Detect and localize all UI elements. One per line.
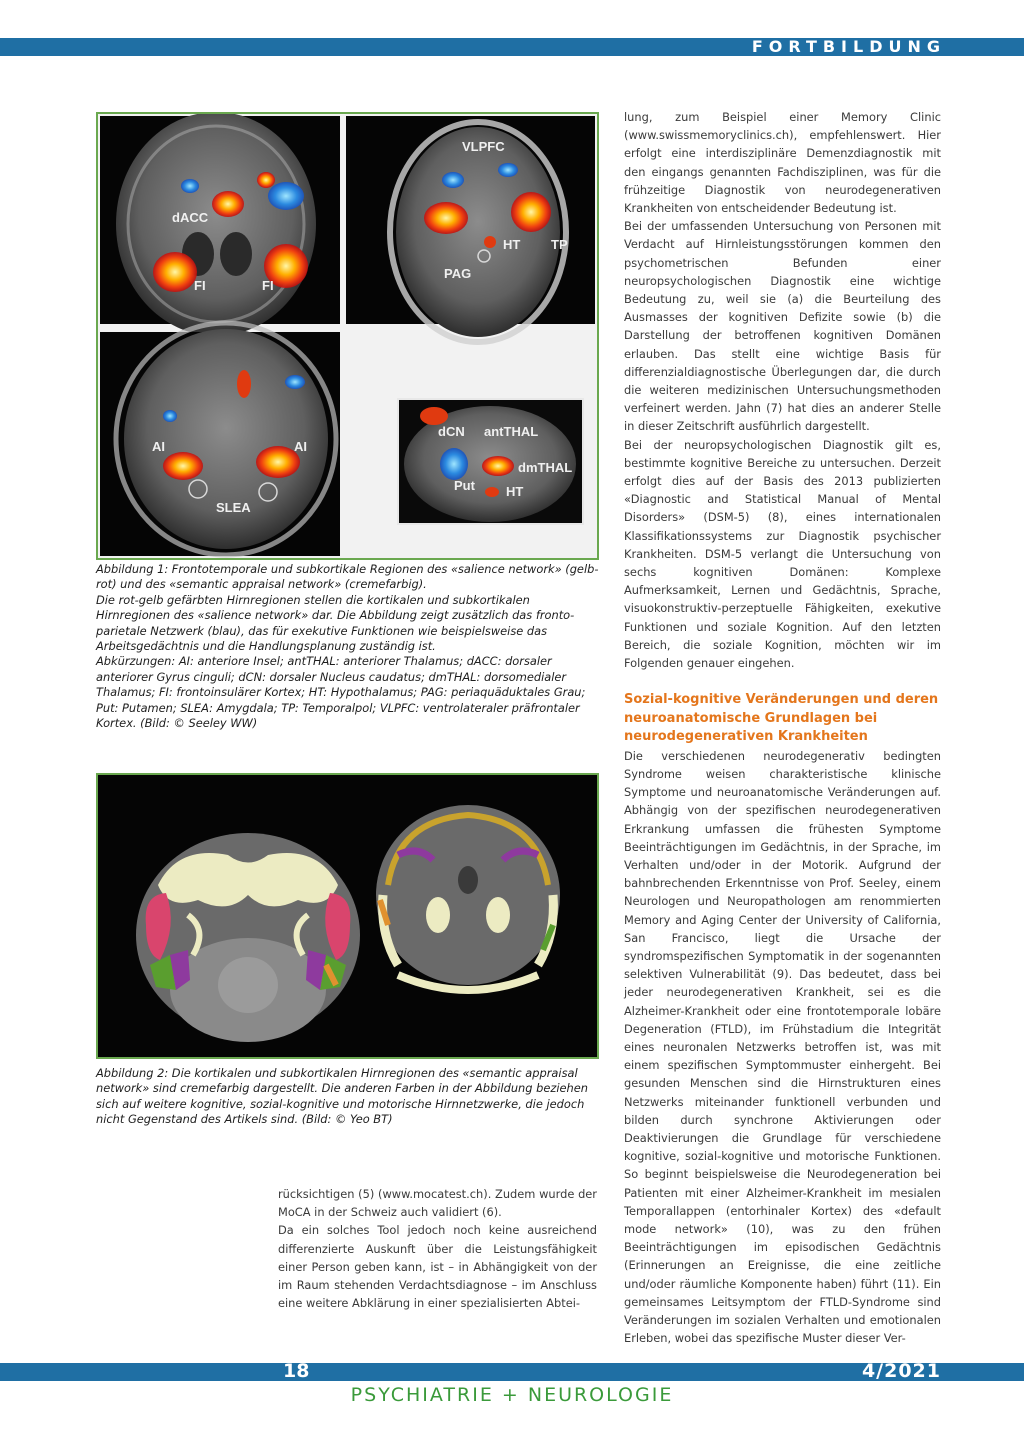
figure-1 bbox=[96, 112, 599, 560]
figure-1-caption-body: Die rot-gelb gefärbten Hirnregionen stellen die kortikalen und subkortikalen Hirnregionen des «salience network» dar. Die Abbildung zeigt zusätzlich das fronto-parietale Netzwerk (blau), das für exekutive Funktionen wie beispielsweise das Arbeitsgedächtnis und die Handlungsplanung zuständig ist. bbox=[96, 592, 575, 654]
right-column bbox=[624, 108, 941, 1348]
label-pag: PAG bbox=[444, 266, 472, 281]
label-vlpfc: VLPFC bbox=[462, 139, 505, 154]
figure-1-brain-scans bbox=[98, 114, 597, 558]
coronal-scan-a bbox=[100, 114, 340, 336]
right-paragraph-2: Bei der umfassenden Untersuchung von Personen mit Verdacht auf Hirnleistungsstörungen kommen den psychometrischen Befunden einer neuropsychologischen Diagnostik eine wichtige Bedeutung zu, weil sie (a) die Beurteilung des Ausmasses der kognitiven Defizite sowie (b) die Darstellung der betroffenen kognitiven Domänen erlauben. Das stellt eine wichtige Basis für differenzialdiagnostische Überlegungen dar, die durch die weiteren medizinischen Untersuchungsmethoden verfeinert werden. Jahn (7) hat dies an anderer Stelle in dieser Zeitschrift ausführlich dargestellt. bbox=[624, 219, 941, 434]
figure-1-caption bbox=[96, 562, 601, 731]
right-paragraph-3: Bei der neuropsychologischen Diagnostik gilt es, bestimmte kognitive Bereiche zu untersuchen. Derzeit erfolgt dies auf der Basis des 2013 publizierten «Diagnostic and Statistical Manual of Mental Disorders» (DSM-5) (8), eines internationalen Klassifikationssystems zur Diagnostik psychischer Krankheiten. DSM-5 verlangt die Untersuchung von sechs kognitiven Domänen: Komplexe Aufmerksamkeit, Lernen und Gedächtnis, Sprache, visuokonstruktiv-perzeptuelle Fähigkeiten, exekutive Funktionen und soziale Kognition. Auf den letzten Bereich, die soziale Kognition, möchten wir im Folgenden genauer eingehen. bbox=[624, 437, 941, 671]
figure-1-caption-abbreviations: Abkürzungen: AI: anteriore Insel; antTHAL: anteriorer Thalamus; dACC: dorsaler anteriorer Gyrus cinguli; dCN: dorsaler Nucleus caudatus; dmTHAL: dorsomedialer Thalamus; FI: frontoinsulärer Kortex; HT: Hypothalamus; PAG: periaquäduktales Grau; Put: Putamen; SLEA: Amygdala; TP: Temporalpol; VLPFC: ventrolateraler präfrontaler Kortex. (Bild: © Seeley WW) bbox=[96, 654, 586, 731]
figure-2-caption-text: Abbildung 2: Die kortikalen und subkortikalen Hirnregionen des «semantic appraisal network» sind cremefarbig dargestellt. Die anderen Farben in der Abbildung beziehen sich auf weitere kognitive, sozial-kognitive und motorische Hirnnetzwerke, die jedoch nicht Gegenstand des Artikels sind. (Bild: © Yeo BT) bbox=[96, 1066, 588, 1127]
label-dcn: dCN bbox=[438, 424, 465, 439]
page-number: 18 bbox=[283, 1360, 310, 1382]
figure-1-caption-title: Abbildung 1: Frontotemporale und subkortikale Regionen des «salience network» (gelb-rot) und des «semantic appraisal network» (cremefarbig). bbox=[96, 562, 599, 592]
label-ai-left: AI bbox=[152, 439, 165, 454]
left-column bbox=[278, 1185, 597, 1312]
journal-name: PSYCHIATRIE + NEUROLOGIE bbox=[350, 1384, 674, 1406]
left-paragraph-1: rücksichtigen (5) (www.mocatest.ch). Zudem wurde der MoCA in der Schweiz auch validiert (6). bbox=[278, 1187, 597, 1220]
left-paragraph-2: Da ein solches Tool jedoch noch keine ausreichend differenzierte Auskunft über die Leistungsfähigkeit einer Person geben kann, ist – in Abhängigkeit von der im Raum stehenden Verdachtsdiagnose – im Anschluss eine weitere Abklärung in einer spezialisierten Abtei- bbox=[278, 1223, 597, 1311]
label-ai-right: AI bbox=[294, 439, 307, 454]
label-put: Put bbox=[454, 478, 475, 493]
figure-2-brain-networks bbox=[98, 775, 597, 1057]
label-slea: SLEA bbox=[216, 500, 251, 515]
label-ht: HT bbox=[503, 237, 521, 252]
section-heading: Sozial-kognitive Veränderungen und deren neuroanatomische Grundlagen bei neurodegenerativen Krankheiten bbox=[624, 692, 939, 745]
right-paragraph-1: lung, zum Beispiel einer Memory Clinic (www.swissmemoryclinics.ch), empfehlenswert. Hier erfolgt eine interdisziplinäre Demenzdiagnostik mit den eingangs genannten Fachdisziplinen, was für die frühzeitige Diagnostik von neurodegenerativen Krankheiten von entscheidender Bedeutung ist. bbox=[624, 110, 941, 216]
label-antthal: antTHAL bbox=[484, 424, 539, 439]
label-fi-left: FI bbox=[194, 278, 206, 293]
right-paragraph-4: Die verschiedenen neurodegenerativ bedingten Syndrome weisen charakteristische klinische Symptome und neuroanatomische Veränderungen auf. Abhängig von der spezifischen neurodegenerativen Erkrankung umfassen die frühesten Symptome Beeinträchtigungen im Gedächtnis, in der Sprache, im Verhalten und/oder in der Motorik. Aufgrund der bahnbrechenden Erkenntnisse von Prof. Seeley, einem Neurologen und Neuropathologen am renommierten Memory and Aging Center der University of California, San Francisco, liegt die Ursache der syndromspezifischen Symptomatik in der sogenannten selektiven Vulnerabilität (9). Das bedeutet, dass bei jeder neurodegenerativen Krankheit, sei es die Alzheimer-Krankheit oder eine frontotemporale lobäre Degeneration (FTLD), im Frühstadium die Integrität eines neuronalen Netzwerks betroffen ist, was mit einem spezifischen Symptommuster einhergeht. Bei gesunden Menschen sind die Hirnstrukturen eines Netzwerks miteinander funktionell verbunden und bilden durch synchrone Aktivierungen oder Deaktivierungen die Grundlage für verschiedene kognitive, sozial-kognitive und motorische Funktionen. So beginnt beispielsweise die Neurodegeneration bei Patienten mit einer Alzheimer-Krankheit im mesialen Temporallappen (entorhinaler Kortex) des «default mode network» (10), was zu den frühen Beeinträchtigungen im episodischen Gedächtnis (Erinnerungen an Ereignisse, die eine zeitliche und/oder räumliche Komponente haben) führt (11). Ein gemeinsames Leitsymptom der FTLD-Syndrome sind Veränderungen im sozialen Verhalten und emotionalen Erleben, wobei das spezifische Muster dieser Ver- bbox=[624, 748, 941, 1346]
figure-2 bbox=[96, 773, 599, 1059]
label-tp: TP bbox=[551, 237, 568, 252]
label-fi-right: FI bbox=[262, 278, 274, 293]
section-title: FORTBILDUNG bbox=[751, 37, 946, 56]
issue-number: 4/2021 bbox=[861, 1360, 941, 1382]
label-dacc: dACC bbox=[172, 210, 209, 225]
label-dmthal: dmTHAL bbox=[518, 460, 573, 475]
label-ht-sagittal: HT bbox=[506, 484, 524, 499]
figure-2-caption bbox=[96, 1066, 601, 1128]
